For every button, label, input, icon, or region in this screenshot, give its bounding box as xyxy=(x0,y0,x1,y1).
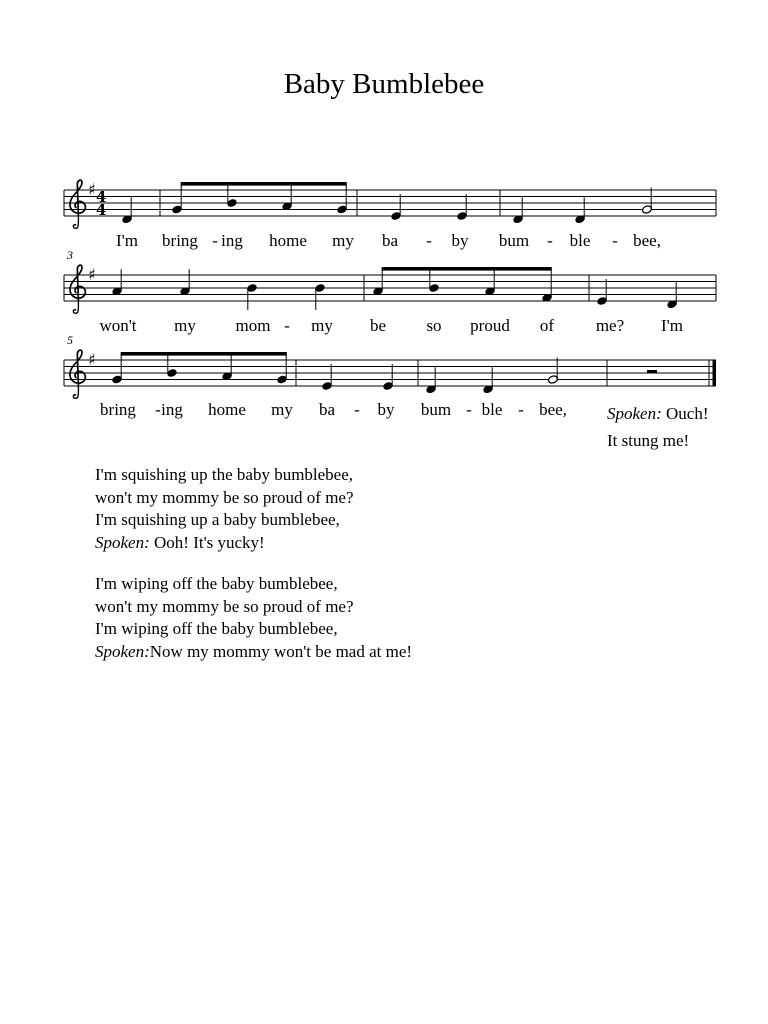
beam xyxy=(382,267,552,271)
time-signature-bottom: 4 xyxy=(96,201,107,219)
spoken-text: Ooh! It's yucky! xyxy=(149,532,265,552)
spoken-line-2: It stung me! xyxy=(607,431,690,450)
lyric-syllable: bring xyxy=(162,231,198,250)
lyric-hyphen: - xyxy=(212,231,218,250)
extra-verses xyxy=(95,464,412,682)
lyric-syllable: bum xyxy=(420,400,452,419)
lyric-syllable: ble xyxy=(569,231,591,250)
measure-number: 3 xyxy=(67,248,73,262)
spoken-text: Ouch! xyxy=(666,404,709,423)
spoken-label: Spoken: xyxy=(95,532,150,552)
lyric-syllable: by xyxy=(451,231,469,250)
song-title: Baby Bumblebee xyxy=(283,68,485,100)
spoken-line-1 xyxy=(607,400,709,427)
lyric-syllable: bee, xyxy=(539,400,567,419)
half-rest xyxy=(647,370,657,373)
treble-clef xyxy=(70,265,85,313)
lyric-hyphen: - xyxy=(354,400,360,419)
lyric-hyphen: - xyxy=(547,231,553,250)
beam xyxy=(181,182,347,186)
key-signature-sharp: ♯ xyxy=(88,350,96,369)
lyric-syllable: ing xyxy=(221,231,243,250)
treble-clef xyxy=(70,180,85,228)
verse-line: I'm squishing up the baby bumblebee, xyxy=(95,465,354,484)
lyric-hyphen: - xyxy=(612,231,618,250)
lyric-syllable: I'm xyxy=(661,316,683,335)
verse-2 xyxy=(95,464,412,554)
lyric-syllable: mom xyxy=(235,316,271,335)
lyric-syllable: of xyxy=(539,316,555,335)
verse-line: won't my mommy be so proud of me? xyxy=(95,487,354,507)
lyric-hyphen: - xyxy=(284,316,290,335)
key-signature-sharp: ♯ xyxy=(88,180,96,199)
lyric-syllable: my xyxy=(311,316,333,335)
verse-spoken-line xyxy=(95,641,412,664)
verse-spoken-line xyxy=(95,532,412,555)
time-signature-top: 4 xyxy=(96,188,107,206)
lyric-hyphen: - xyxy=(466,400,472,419)
spoken-text: Now my mommy won't be mad at me! xyxy=(149,641,413,661)
lyric-syllable: I'm xyxy=(116,231,138,250)
lyric-hyphen: - xyxy=(155,400,161,419)
spoken-label: Spoken: xyxy=(95,641,150,661)
measure-number: 5 xyxy=(67,333,73,347)
lyric-syllable: ble xyxy=(481,400,503,419)
music-score xyxy=(0,0,768,460)
lyric-hyphen: - xyxy=(426,231,432,250)
key-signature-sharp: ♯ xyxy=(88,265,96,284)
lyric-syllable: my xyxy=(174,316,196,335)
beam xyxy=(121,352,287,356)
verse-line: I'm wiping off the baby bumblebee, xyxy=(95,619,338,638)
spoken-ending xyxy=(607,400,709,454)
lyric-syllable: bee, xyxy=(633,231,661,250)
verse-line: won't my mommy be so proud of me? xyxy=(95,596,354,616)
lyric-syllable: proud xyxy=(470,316,510,335)
verse-line: I'm squishing up a baby bumblebee, xyxy=(95,510,340,529)
staff-system-1 xyxy=(64,180,716,228)
lyric-syllable: won't xyxy=(99,316,137,335)
lyric-syllable: by xyxy=(377,400,395,419)
lyric-syllable: bring xyxy=(100,400,136,419)
lyric-syllable: me? xyxy=(595,316,625,335)
lyric-syllable: ba xyxy=(318,400,336,419)
lyric-syllable: home xyxy=(269,231,307,250)
lyric-syllable: bum xyxy=(498,231,530,250)
lyric-hyphen: - xyxy=(518,400,524,419)
treble-clef xyxy=(70,350,85,398)
lyric-syllable: my xyxy=(332,231,354,250)
verse-3 xyxy=(95,573,412,663)
final-barline-thick xyxy=(713,360,717,386)
lyric-syllable: ing xyxy=(161,400,183,419)
spoken-label: Spoken: xyxy=(607,404,662,423)
lyric-syllable: so xyxy=(426,316,442,335)
lyric-syllable: be xyxy=(369,316,387,335)
verse-line: I'm wiping off the baby bumblebee, xyxy=(95,574,338,593)
lyric-syllable: home xyxy=(208,400,246,419)
lyric-syllable: my xyxy=(271,400,293,419)
staff-system-2 xyxy=(64,248,716,313)
lyric-syllable: ba xyxy=(381,231,399,250)
